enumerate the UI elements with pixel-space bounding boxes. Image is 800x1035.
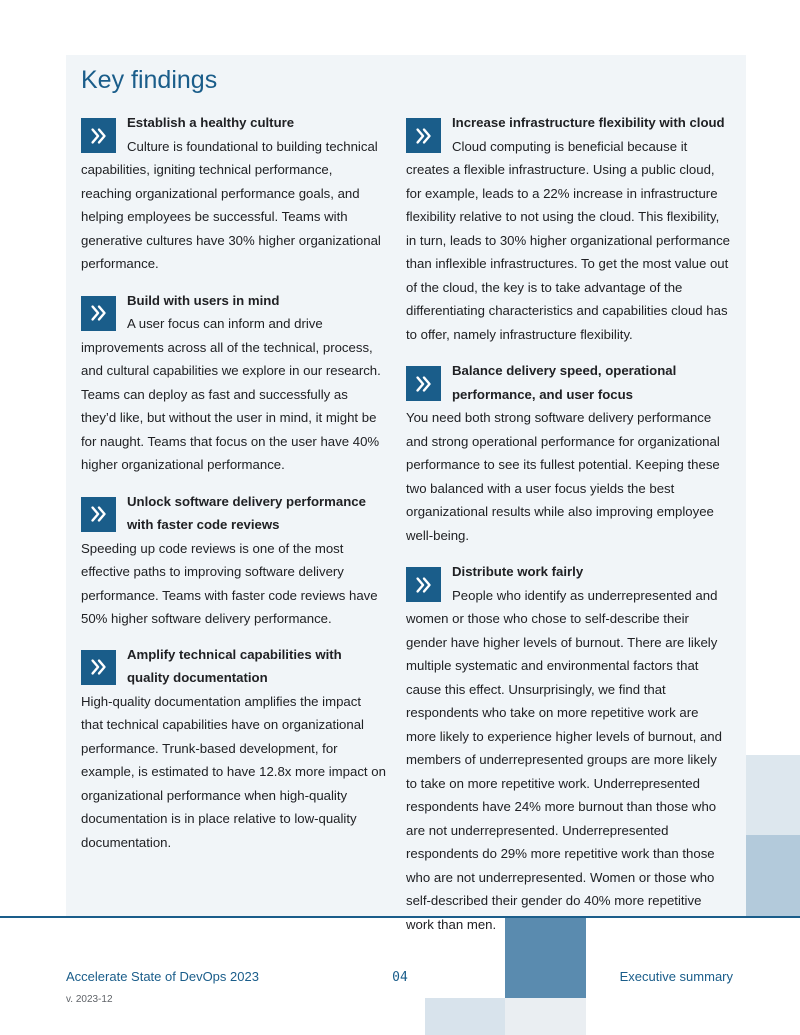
finding-title: Distribute work fairly	[452, 564, 584, 579]
finding-body: Cloud computing is beneficial because it creates a flexible infrastructure. Using a public cloud, for example, leads to a 22% increase in infrastructure flexibility relative to not using the cloud. This flexibility, in turn, leads to 30% higher organizational performance than inflexible infrastructures. To get the most value out of the cloud, the key is to take advantage of the differentiating characteristics and capabilities cloud has to offer, namely infrastructure flexibility.	[406, 138, 731, 342]
finding-title: Unlock software delivery performance with faster code reviews	[127, 493, 366, 532]
decor-block-right-light	[746, 755, 800, 835]
double-chevron-right-icon	[406, 366, 441, 401]
double-chevron-right-icon	[406, 118, 441, 153]
finding-distribute-work	[406, 560, 731, 936]
finding-code-reviews	[81, 490, 386, 631]
findings-column-left	[81, 111, 386, 866]
finding-users-in-mind	[81, 289, 386, 477]
double-chevron-right-icon	[81, 296, 116, 331]
finding-title: Amplify technical capabilities with quality documentation	[127, 646, 342, 685]
double-chevron-right-icon	[81, 118, 116, 153]
double-chevron-right-icon	[81, 650, 116, 685]
finding-body: Culture is foundational to building technical capabilities, igniting technical performance, reaching organizational performance goals, and helping employees be successful. Teams with generative cultures have 30% higher organizational performance.	[81, 138, 381, 271]
double-chevron-right-icon	[81, 497, 116, 532]
finding-documentation	[81, 643, 386, 855]
finding-title: Increase infrastructure flexibility with cloud	[452, 115, 725, 130]
finding-body: People who identify as underrepresented and women or those who chose to self-describe their gender have higher levels of burnout. There are likely multiple systematic and environmental factors that cause this effect. Unsurprisingly, we find that respondents who take on more repetitive work are more likely to experience higher levels of burnout, and members of underrepresented groups are more likely to take on more repetitive work. Underrepresented respondents have 24% more burnout than those who are not underrepresented. Underrepresented respondents do 29% more repetitive work than those who are not underrepresented. Women or those who self-described their gender do 40% more repetitive work than men.	[406, 587, 722, 932]
footer-report-title: Accelerate State of DevOps 2023	[66, 969, 259, 984]
finding-body: Speeding up code reviews is one of the most effective paths to improving software delivery performance. Teams with faster code reviews have 50% higher software delivery performance.	[81, 540, 378, 626]
finding-balance-delivery	[406, 359, 731, 547]
decor-block-footer-pale-2	[505, 998, 586, 1035]
finding-title: Establish a healthy culture	[127, 115, 295, 130]
decor-block-right-mid	[746, 835, 800, 917]
finding-healthy-culture	[81, 111, 386, 276]
page-number: 04	[392, 970, 408, 985]
decor-block-footer-pale	[425, 998, 505, 1035]
finding-title: Build with users in mind	[127, 292, 280, 308]
footer-version: v. 2023-12	[66, 994, 113, 1005]
finding-body: You need both strong software delivery performance and strong operational performance for organizational performance to see its fullest potential. Keeping these two balanced with a user focus yields the best organizational results while also improving employee well-being.	[406, 410, 720, 543]
finding-body: A user focus can inform and drive improvements across all of the technical, process, and cultural capabilities we explore in our research. Teams can deploy as fast and successfully as they’d like, but without the user in mind, it might be for naught. Teams that focus on the user have 40% higher organizational performance.	[81, 316, 381, 472]
finding-cloud-flexibility	[406, 111, 731, 346]
finding-title: Balance delivery speed, operational performance, and user focus	[452, 363, 677, 402]
footer-section-title: Executive summary	[619, 969, 733, 984]
double-chevron-right-icon	[406, 567, 441, 602]
finding-body: High-quality documentation amplifies the impact that technical capabilities have on organizational performance. Trunk-based development, for example, is estimated to have 12.8x more impact on organizational performance when high-quality documentation is in place relative to low-quality documentation.	[81, 693, 386, 850]
findings-column-right	[406, 111, 731, 948]
page-heading: Key findings	[81, 66, 218, 94]
